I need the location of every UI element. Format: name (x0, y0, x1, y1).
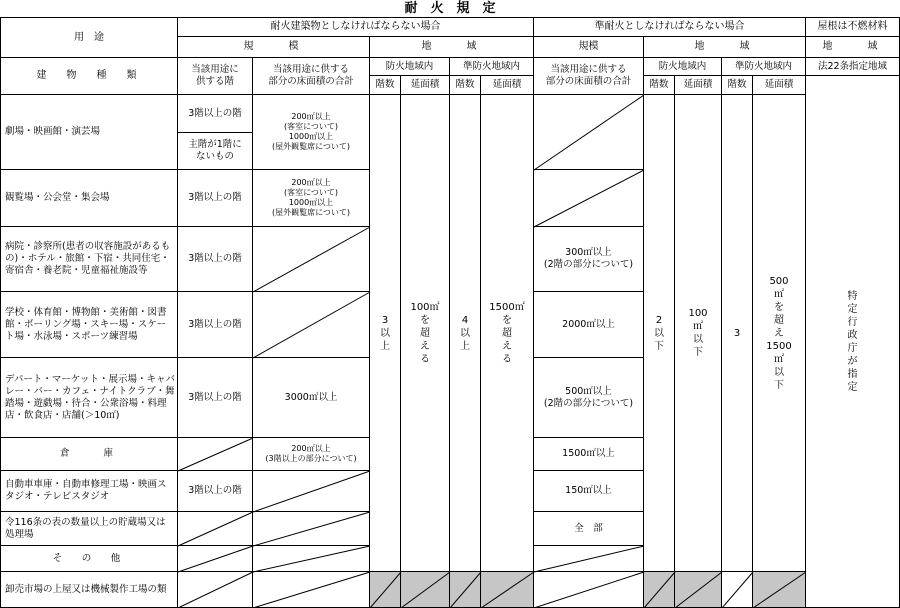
row-market-fire-floors (370, 572, 401, 608)
header-floors: 階数 (722, 76, 753, 95)
row-market-q-fire-floors (644, 572, 675, 608)
header-floors: 階数 (370, 76, 401, 95)
header-art22: 法22条指定地域 (806, 58, 900, 76)
row-dept-area: 3000㎡以上 (253, 358, 370, 438)
header-total-area: 延面積 (481, 76, 534, 95)
row-market-q-fire-area (675, 572, 722, 608)
row-theater-area: 200㎡以上 (客室について) 1000㎡以上 (屋外観覧席について) (253, 95, 370, 170)
header-fire-zone: 防火地域内 (370, 58, 450, 76)
zone-q-quasi-floors: 3 (722, 95, 753, 572)
row-garage-name: 自動車車庫・自動車修理工場・映画スタジオ・テレビスタジオ (0, 471, 178, 512)
fire-regulation-table (0, 17, 900, 608)
row-market-fire-area (401, 572, 450, 608)
row-dept-name: デパート・マーケット・展示場・キャバレー・バー・カフェ・ナイトクラブ・舞踏場・遊戯場・待合・公衆浴場・料理店・飲食店・店舗(＞10㎡) (0, 358, 178, 438)
zone-fire-floors: 3 以 上 (370, 95, 401, 572)
row-other-floor (178, 546, 253, 572)
header-total-area: 延面積 (753, 76, 806, 95)
row-warehouse-quasi: 1500㎡以上 (534, 438, 644, 471)
zone-roof: 特 定 行 政 庁 が 指 定 (806, 76, 900, 608)
row-school-area (253, 292, 370, 358)
row-other-name: そ の 他 (0, 546, 178, 572)
header-building-type: 建 物 種 類 (0, 58, 178, 95)
row-school-floor: 3階以上の階 (178, 292, 253, 358)
row-market-quasi-area (481, 572, 534, 608)
header-floor-area-for-use: 当該用途に供する 部分の床面積の合計 (253, 58, 370, 95)
row-storage-area (253, 512, 370, 546)
row-market-floor (178, 572, 253, 608)
header-floor-for-use: 当該用途に 供する階 (178, 58, 253, 95)
header-total-area: 延面積 (675, 76, 722, 95)
row-hall-name: 観覧場・公会堂・集会場 (0, 170, 178, 227)
row-garage-area (253, 471, 370, 512)
zone-fire-area: 100㎡ を 超 え る (401, 95, 450, 572)
header-floors: 階数 (450, 76, 481, 95)
page-title: 耐 火 規 定 (404, 1, 496, 16)
row-market-area (253, 572, 370, 608)
header-q-fire-zone: 防火地域内 (644, 58, 722, 76)
header-roof-area: 地 域 (806, 37, 900, 58)
row-hospital-floor: 3階以上の階 (178, 227, 253, 292)
row-market-q-quasi-floors (722, 572, 753, 608)
row-warehouse-area: 200㎡以上 (3階以上の部分について) (253, 438, 370, 471)
row-hospital-name: 病院・診察所(患者の収容施設があるもの)・ホテル・旅館・下宿・共同住宅・寄宿舎・養老院・児童福祉施設等 (0, 227, 178, 292)
zone-quasi-floors: 4 以 上 (450, 95, 481, 572)
row-garage-floor: 3階以上の階 (178, 471, 253, 512)
row-hall-floor: 3階以上の階 (178, 170, 253, 227)
zone-q-fire-floors: 2 以 下 (644, 95, 675, 572)
row-theater-quasi (534, 95, 644, 170)
row-other-area (253, 546, 370, 572)
row-market-name: 卸売市場の上屋又は機械製作工場の類 (0, 572, 178, 608)
row-garage-quasi: 150㎡以上 (534, 471, 644, 512)
header-quasi-fire-zone: 準防火地域内 (450, 58, 534, 76)
header-quasi-floor-area: 当該用途に供する 部分の床面積の合計 (534, 58, 644, 95)
row-theater-floor-a: 3階以上の階 (178, 95, 253, 133)
row-storage-floor (178, 512, 253, 546)
header-usage: 用 途 (0, 17, 178, 58)
header-floors: 階数 (644, 76, 675, 95)
row-storage-quasi: 全 部 (534, 512, 644, 546)
header-roof: 屋根は不燃材料 (806, 17, 900, 37)
row-dept-floor: 3階以上の階 (178, 358, 253, 438)
row-market-quasi (534, 572, 644, 608)
row-warehouse-name: 倉 庫 (0, 438, 178, 471)
row-market-quasi-floors (450, 572, 481, 608)
row-theater-name: 劇場・映画館・演芸場 (0, 95, 178, 170)
header-fireproof-required: 耐火建築物としなければならない場合 (178, 17, 534, 37)
row-school-quasi: 2000㎡以上 (534, 292, 644, 358)
row-theater-floor-b: 主階が1階に ないもの (178, 133, 253, 170)
header-scale: 規 模 (178, 37, 370, 58)
header-quasi-area: 地 域 (644, 37, 806, 58)
header-total-area: 延面積 (401, 76, 450, 95)
row-warehouse-floor (178, 438, 253, 471)
row-hall-quasi (534, 170, 644, 227)
header-quasi-scale: 規模 (534, 37, 644, 58)
header-quasi-required: 準耐火としなければならない場合 (534, 17, 806, 37)
row-hospital-area (253, 227, 370, 292)
row-hall-area: 200㎡以上 (客室について) 1000㎡以上 (屋外観覧席について) (253, 170, 370, 227)
row-hospital-quasi: 300㎡以上 (2階の部分について) (534, 227, 644, 292)
row-dept-quasi: 500㎡以上 (2階の部分について) (534, 358, 644, 438)
zone-q-fire-area: 100 ㎡ 以 下 (675, 95, 722, 572)
row-school-name: 学校・体育館・博物館・美術館・図書館・ボーリング場・スキー場・スケート場・水泳場・スポーツ練習場 (0, 292, 178, 358)
row-other-quasi (534, 546, 644, 572)
row-market-q-quasi-area (753, 572, 806, 608)
header-q-quasi-fire-zone: 準防火地域内 (722, 58, 806, 76)
header-area: 地 域 (370, 37, 534, 58)
row-storage-name: 令116条の表の数量以上の貯蔵場又は処理場 (0, 512, 178, 546)
zone-quasi-area: 1500㎡ を 超 え る (481, 95, 534, 572)
zone-q-quasi-area: 500 ㎡ を 超 え 1500 ㎡ 以 下 (753, 95, 806, 572)
